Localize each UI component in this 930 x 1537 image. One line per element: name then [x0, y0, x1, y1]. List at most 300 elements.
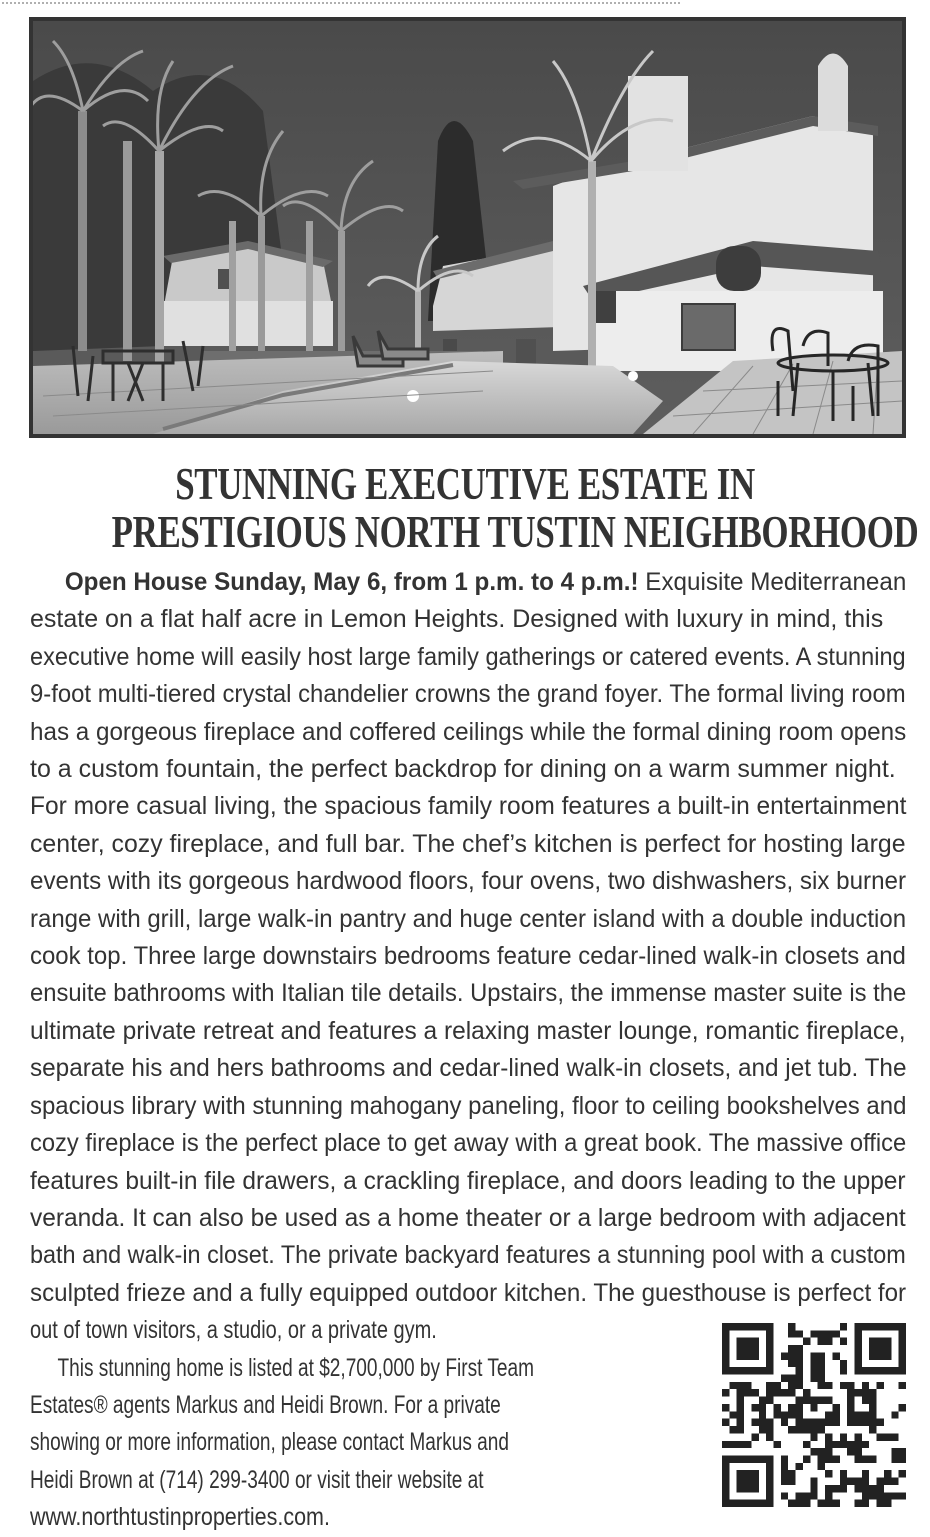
qr-module	[810, 1419, 817, 1426]
qr-module	[766, 1397, 773, 1404]
qr-module	[796, 1463, 803, 1470]
qr-module	[891, 1433, 898, 1440]
qr-module	[877, 1323, 884, 1330]
qr-module	[722, 1360, 729, 1367]
qr-module	[877, 1485, 884, 1492]
qr-module	[810, 1360, 817, 1367]
qr-module	[847, 1389, 854, 1396]
qr-module	[737, 1485, 744, 1492]
qr-module	[854, 1419, 861, 1426]
qr-module	[722, 1441, 729, 1448]
qr-module	[869, 1404, 876, 1411]
qr-module	[877, 1352, 884, 1359]
qr-module	[722, 1345, 729, 1352]
qr-module	[884, 1338, 891, 1345]
qr-module	[810, 1375, 817, 1382]
qr-module	[854, 1455, 861, 1462]
qr-module	[884, 1323, 891, 1330]
qr-module	[788, 1500, 795, 1507]
qr-module	[766, 1426, 773, 1433]
qr-module	[766, 1463, 773, 1470]
article-line: ultimate private retreat and features a relaxing master lounge, romantic fireplace,	[30, 1016, 906, 1045]
qr-module	[729, 1323, 736, 1330]
qr-module	[774, 1382, 781, 1389]
qr-module	[729, 1411, 736, 1418]
qr-module	[840, 1478, 847, 1485]
article-line: ensuite bathrooms with Italian tile details. Upstairs, the immense master suite is the	[30, 979, 907, 1008]
qr-module	[788, 1404, 795, 1411]
qr-module	[899, 1367, 906, 1374]
qr-module	[729, 1382, 736, 1389]
qr-module	[854, 1330, 861, 1337]
qr-module	[781, 1419, 788, 1426]
qr-module	[751, 1470, 758, 1477]
qr-module	[899, 1345, 906, 1352]
qr-module	[744, 1352, 751, 1359]
qr-module	[729, 1455, 736, 1462]
article-line-text: Exquisite Mediterranean	[638, 568, 907, 596]
estate-photo-illustration	[33, 21, 902, 434]
qr-module	[737, 1426, 744, 1433]
qr-module	[744, 1470, 751, 1477]
article-line: executive home will easily host large family gatherings or catered events. A stunning	[30, 642, 906, 671]
article-line: estate on a flat half acre in Lemon Heights. Designed with luxury in mind, this	[30, 605, 884, 634]
listing-line: Estates® agents Markus and Heidi Brown. For a private	[30, 1390, 501, 1419]
qr-module	[825, 1330, 832, 1337]
qr-module	[818, 1397, 825, 1404]
qr-module	[803, 1419, 810, 1426]
qr-module	[737, 1382, 744, 1389]
headline-line-2: PRESTIGIOUS NORTH TUSTIN NEIGHBORHOOD	[111, 506, 919, 557]
qr-module	[759, 1323, 766, 1330]
qr-module	[877, 1367, 884, 1374]
qr-module	[884, 1500, 891, 1507]
qr-module	[832, 1419, 839, 1426]
qr-module	[899, 1323, 906, 1330]
qr-module	[891, 1367, 898, 1374]
qr-module	[810, 1397, 817, 1404]
qr-module	[781, 1492, 788, 1499]
qr-module	[744, 1455, 751, 1462]
qr-module	[766, 1455, 773, 1462]
qr-module	[869, 1352, 876, 1359]
qr-module	[788, 1478, 795, 1485]
qr-module	[759, 1367, 766, 1374]
qr-module	[722, 1338, 729, 1345]
qr-module	[832, 1352, 839, 1359]
qr-module	[840, 1382, 847, 1389]
qr-module	[774, 1389, 781, 1396]
article-line: cozy fireplace is the perfect place to get away with a great book. The massive office	[30, 1129, 907, 1158]
qr-module	[751, 1485, 758, 1492]
qr-module	[803, 1389, 810, 1396]
qr-module	[869, 1492, 876, 1499]
qr-module	[818, 1375, 825, 1382]
qr-module	[781, 1375, 788, 1382]
qr-module	[899, 1330, 906, 1337]
qr-module	[737, 1441, 744, 1448]
qr-module	[722, 1455, 729, 1462]
qr-module	[722, 1352, 729, 1359]
qr-module	[744, 1485, 751, 1492]
qr-module	[737, 1338, 744, 1345]
qr-module	[796, 1330, 803, 1337]
qr-module	[854, 1360, 861, 1367]
article-line: separate his and hers bathrooms and cedar-lined walk-in closets, and jet tub. The	[30, 1054, 907, 1083]
article-line: has a gorgeous fireplace and coffered ceilings while the formal dining room opens	[30, 717, 907, 746]
qr-module	[884, 1433, 891, 1440]
qr-module	[862, 1397, 869, 1404]
qr-code-icon[interactable]	[720, 1323, 908, 1507]
qr-module	[854, 1433, 861, 1440]
qr-module	[825, 1492, 832, 1499]
estate-photo	[29, 17, 906, 438]
qr-module	[722, 1492, 729, 1499]
qr-module	[891, 1323, 898, 1330]
qr-module	[825, 1433, 832, 1440]
qr-module	[744, 1338, 751, 1345]
qr-module	[803, 1397, 810, 1404]
qr-module	[774, 1411, 781, 1418]
qr-module	[877, 1492, 884, 1499]
qr-module	[825, 1441, 832, 1448]
qr-module	[722, 1323, 729, 1330]
qr-module	[744, 1500, 751, 1507]
qr-module	[737, 1478, 744, 1485]
qr-module	[737, 1345, 744, 1352]
qr-module	[825, 1382, 832, 1389]
qr-module	[766, 1478, 773, 1485]
top-dotted-divider	[2, 2, 680, 4]
qr-module	[899, 1470, 906, 1477]
article-line: out of town visitors, a studio, or a private gym.	[30, 1316, 437, 1345]
qr-module	[825, 1411, 832, 1418]
qr-module	[766, 1360, 773, 1367]
qr-module	[788, 1352, 795, 1359]
qr-module	[766, 1382, 773, 1389]
qr-module	[899, 1338, 906, 1345]
qr-module	[854, 1345, 861, 1352]
qr-module	[825, 1338, 832, 1345]
qr-module	[884, 1478, 891, 1485]
qr-module	[877, 1478, 884, 1485]
qr-module	[737, 1411, 744, 1418]
qr-module	[737, 1500, 744, 1507]
qr-module	[781, 1478, 788, 1485]
qr-module	[796, 1419, 803, 1426]
qr-module	[818, 1382, 825, 1389]
article-line: cook top. Three large downstairs bedrooms feature cedar-lined walk-in closets and	[30, 942, 906, 971]
qr-module	[840, 1338, 847, 1345]
qr-module	[744, 1323, 751, 1330]
qr-module	[796, 1492, 803, 1499]
qr-module	[854, 1441, 861, 1448]
qr-module	[781, 1470, 788, 1477]
qr-module	[803, 1441, 810, 1448]
qr-module	[766, 1330, 773, 1337]
qr-module	[832, 1500, 839, 1507]
qr-module	[862, 1389, 869, 1396]
qr-module	[877, 1500, 884, 1507]
qr-module	[832, 1455, 839, 1462]
qr-module	[751, 1404, 758, 1411]
qr-module	[825, 1500, 832, 1507]
qr-module	[803, 1455, 810, 1462]
qr-module	[751, 1345, 758, 1352]
qr-module	[854, 1500, 861, 1507]
qr-module	[825, 1397, 832, 1404]
qr-module	[796, 1345, 803, 1352]
qr-module	[737, 1470, 744, 1477]
qr-module	[729, 1500, 736, 1507]
qr-module	[737, 1367, 744, 1374]
qr-module	[877, 1338, 884, 1345]
qr-module	[796, 1367, 803, 1374]
qr-module	[759, 1397, 766, 1404]
qr-module	[877, 1419, 884, 1426]
qr-module	[796, 1500, 803, 1507]
qr-module	[737, 1397, 744, 1404]
qr-module	[788, 1345, 795, 1352]
qr-module	[766, 1492, 773, 1499]
qr-module	[737, 1404, 744, 1411]
qr-module	[751, 1367, 758, 1374]
qr-module	[788, 1426, 795, 1433]
qr-module	[751, 1478, 758, 1485]
qr-module	[722, 1419, 729, 1426]
qr-module	[810, 1478, 817, 1485]
qr-module	[759, 1411, 766, 1418]
website-link[interactable]: www.northtustinproperties.com.	[30, 1503, 330, 1532]
qr-module	[781, 1352, 788, 1359]
qr-module	[803, 1338, 810, 1345]
qr-module	[832, 1485, 839, 1492]
qr-module	[891, 1455, 898, 1462]
article-line: For more casual living, the spacious family room features a built-in entertainment	[30, 792, 907, 821]
qr-module	[751, 1433, 758, 1440]
qr-module	[854, 1389, 861, 1396]
qr-module	[840, 1360, 847, 1367]
qr-module	[862, 1485, 869, 1492]
qr-module	[751, 1500, 758, 1507]
qr-module	[840, 1441, 847, 1448]
qr-module	[781, 1455, 788, 1462]
qr-module	[899, 1382, 906, 1389]
qr-module	[854, 1485, 861, 1492]
qr-module	[751, 1455, 758, 1462]
qr-module	[774, 1441, 781, 1448]
qr-module	[854, 1338, 861, 1345]
qr-module	[884, 1492, 891, 1499]
qr-module	[847, 1411, 854, 1418]
qr-module	[729, 1441, 736, 1448]
qr-module	[825, 1448, 832, 1455]
qr-module	[810, 1433, 817, 1440]
qr-module	[788, 1411, 795, 1418]
qr-module	[832, 1411, 839, 1418]
qr-module	[796, 1375, 803, 1382]
qr-module	[788, 1360, 795, 1367]
qr-module	[847, 1397, 854, 1404]
qr-module	[869, 1426, 876, 1433]
qr-module	[766, 1338, 773, 1345]
qr-module	[744, 1441, 751, 1448]
qr-module	[766, 1367, 773, 1374]
qr-module	[899, 1360, 906, 1367]
qr-module	[891, 1478, 898, 1485]
qr-module	[818, 1360, 825, 1367]
qr-module	[781, 1389, 788, 1396]
qr-module	[818, 1338, 825, 1345]
listing-line: showing or more information, please contact Markus and	[30, 1428, 509, 1457]
article-line: bath and walk-in closet. The private backyard features a stunning pool with a custom	[30, 1241, 906, 1270]
qr-module	[774, 1404, 781, 1411]
article-line: spacious library with stunning mahogany paneling, floor to ceiling bookshelves and	[30, 1091, 907, 1120]
qr-module	[796, 1426, 803, 1433]
qr-module	[766, 1485, 773, 1492]
qr-module	[810, 1367, 817, 1374]
qr-module	[869, 1345, 876, 1352]
qr-module	[869, 1397, 876, 1404]
qr-module	[825, 1485, 832, 1492]
qr-module	[818, 1419, 825, 1426]
qr-module	[862, 1382, 869, 1389]
qr-module	[899, 1492, 906, 1499]
qr-module	[818, 1463, 825, 1470]
qr-module	[737, 1419, 744, 1426]
qr-module	[891, 1448, 898, 1455]
qr-module	[796, 1360, 803, 1367]
qr-module	[788, 1323, 795, 1330]
qr-module	[862, 1492, 869, 1499]
article-line	[30, 564, 930, 601]
qr-module	[796, 1411, 803, 1418]
qr-module	[847, 1441, 854, 1448]
article-line: sculpted frieze and a fully equipped outdoor kitchen. The guesthouse is perfect for	[30, 1278, 907, 1307]
qr-module	[840, 1367, 847, 1374]
qr-module	[832, 1404, 839, 1411]
qr-module	[840, 1470, 847, 1477]
headline	[0, 460, 930, 556]
qr-module	[862, 1470, 869, 1477]
qr-module	[759, 1455, 766, 1462]
article-line: center, cozy fireplace, and full bar. The chef’s kitchen is perfect for hosting large	[30, 829, 906, 858]
qr-module	[766, 1419, 773, 1426]
qr-module	[877, 1345, 884, 1352]
qr-module	[722, 1478, 729, 1485]
qr-module	[803, 1492, 810, 1499]
qr-module	[744, 1382, 751, 1389]
qr-module	[759, 1419, 766, 1426]
qr-module	[869, 1367, 876, 1374]
qr-module	[744, 1478, 751, 1485]
qr-module	[796, 1404, 803, 1411]
qr-module	[854, 1478, 861, 1485]
qr-module	[766, 1345, 773, 1352]
qr-module	[862, 1411, 869, 1418]
qr-module	[759, 1500, 766, 1507]
qr-module	[737, 1389, 744, 1396]
qr-module	[818, 1500, 825, 1507]
qr-module	[884, 1352, 891, 1359]
qr-module	[862, 1323, 869, 1330]
qr-module	[729, 1367, 736, 1374]
article-line: range with grill, large walk-in pantry and huge center island with a double induction	[30, 904, 907, 933]
qr-module	[810, 1492, 817, 1499]
qr-module	[818, 1330, 825, 1337]
qr-module	[759, 1426, 766, 1433]
qr-module	[722, 1367, 729, 1374]
qr-module	[862, 1455, 869, 1462]
article-line: events with its gorgeous hardwood floors, four ovens, two dishwashers, six burner	[30, 867, 907, 896]
qr-module	[751, 1419, 758, 1426]
qr-module	[825, 1470, 832, 1477]
qr-module	[847, 1382, 854, 1389]
qr-module	[803, 1500, 810, 1507]
qr-module	[788, 1382, 795, 1389]
qr-module	[854, 1323, 861, 1330]
qr-module	[803, 1426, 810, 1433]
qr-module	[884, 1470, 891, 1477]
qr-module	[744, 1367, 751, 1374]
qr-module	[751, 1338, 758, 1345]
qr-module	[869, 1485, 876, 1492]
qr-module	[788, 1470, 795, 1477]
qr-module	[869, 1455, 876, 1462]
qr-module	[744, 1389, 751, 1396]
qr-module	[862, 1478, 869, 1485]
qr-module	[877, 1433, 884, 1440]
qr-module	[832, 1441, 839, 1448]
qr-module	[884, 1345, 891, 1352]
qr-module	[722, 1500, 729, 1507]
qr-module	[788, 1375, 795, 1382]
qr-module	[869, 1419, 876, 1426]
qr-module	[766, 1323, 773, 1330]
qr-module	[796, 1382, 803, 1389]
qr-module	[781, 1463, 788, 1470]
qr-module	[810, 1485, 817, 1492]
qr-module	[840, 1485, 847, 1492]
qr-module	[825, 1455, 832, 1462]
qr-module	[847, 1448, 854, 1455]
qr-module	[737, 1323, 744, 1330]
qr-module	[818, 1455, 825, 1462]
qr-module	[818, 1367, 825, 1374]
qr-module	[737, 1352, 744, 1359]
qr-module	[891, 1492, 898, 1499]
article-line: features built-in file drawers, a crackling fireplace, and doors leading to the upper	[30, 1166, 906, 1195]
qr-module	[869, 1338, 876, 1345]
qr-module	[810, 1330, 817, 1337]
qr-module	[766, 1433, 773, 1440]
listing-line: This stunning home is listed at $2,700,000 by First Team	[57, 1353, 534, 1382]
qr-module	[899, 1404, 906, 1411]
qr-module	[869, 1323, 876, 1330]
qr-module	[751, 1352, 758, 1359]
qr-module	[781, 1411, 788, 1418]
qr-module	[788, 1330, 795, 1337]
qr-module	[891, 1411, 898, 1418]
qr-module	[751, 1389, 758, 1396]
qr-module	[854, 1411, 861, 1418]
qr-module	[722, 1485, 729, 1492]
qr-module	[899, 1352, 906, 1359]
qr-module	[862, 1500, 869, 1507]
qr-module	[722, 1404, 729, 1411]
qr-module	[722, 1470, 729, 1477]
qr-module	[877, 1382, 884, 1389]
